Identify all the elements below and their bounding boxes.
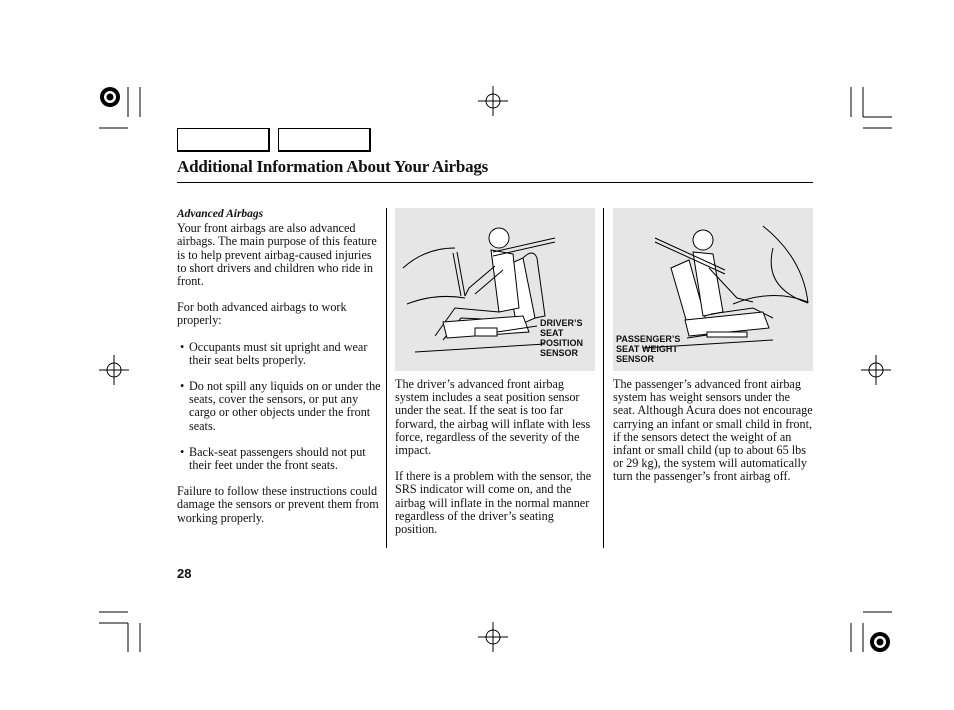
bullet-item — [177, 380, 382, 433]
left-column — [177, 208, 382, 525]
driver-sensor-label: DRIVER’S SEAT POSITION SENSOR — [540, 318, 584, 358]
driver-seat-illustration — [395, 208, 595, 371]
column-divider — [603, 208, 604, 548]
bullet-text: Back-seat passengers should not put their feet under the front seats. — [189, 444, 366, 473]
bullet-dot: • — [180, 379, 185, 394]
lead-paragraph: For both advanced airbags to work properly: — [177, 300, 347, 328]
passenger-sensor-label: PASSENGER’S SEAT WEIGHT SENSOR — [616, 334, 681, 364]
right-column — [613, 378, 815, 484]
bullet-text: Occupants must sit upright and wear their seat belts properly. — [189, 339, 368, 367]
bullet-item — [177, 341, 382, 367]
header-tab-2 — [278, 128, 371, 152]
closing-paragraph: Failure to follow these instructions could damage the sensors or prevent them from working properly. — [177, 484, 379, 525]
page-title: Additional Information About Your Airbags — [177, 157, 489, 176]
column-divider — [386, 208, 387, 548]
passenger-paragraph-1: The passenger’s advanced front airbag system has weight sensors under the seat. Although Acura does not encourage carrying an infant or small child in front, if the sensors detect the weight of an infant or small child (up to about 65 lbs or 29 kg), the system will automatically turn the passenger’s front airbag off. — [613, 377, 813, 484]
header-tab-1 — [177, 128, 270, 152]
bullet-text: Do not spill any liquids on or under the seats, cover the sensors, or put any cargo or other objects under the front seats. — [189, 379, 381, 433]
page-number: 28 — [177, 566, 192, 581]
passenger-seat-illustration — [613, 208, 813, 371]
driver-paragraph-2: If there is a problem with the sensor, the SRS indicator will come on, and the airbag will inflate in the normal manner regardless of the driver’s seating position. — [395, 469, 592, 537]
middle-column — [395, 378, 597, 536]
bullet-dot: • — [180, 444, 185, 459]
title-rule — [177, 182, 813, 183]
intro-paragraph: Your front airbags are also advanced airbags. The main purpose of this feature is to help prevent airbag-caused injuries to short drivers and children who ride in front. — [177, 221, 377, 289]
bullet-dot: • — [180, 339, 185, 354]
driver-paragraph-1: The driver’s advanced front airbag system includes a seat position sensor under the seat. If the seat is too far forward, the airbag will inflate with less force, regardless of the severity of the impact. — [395, 377, 591, 458]
section-heading: Advanced Airbags — [177, 208, 264, 220]
bullet-item — [177, 446, 382, 472]
